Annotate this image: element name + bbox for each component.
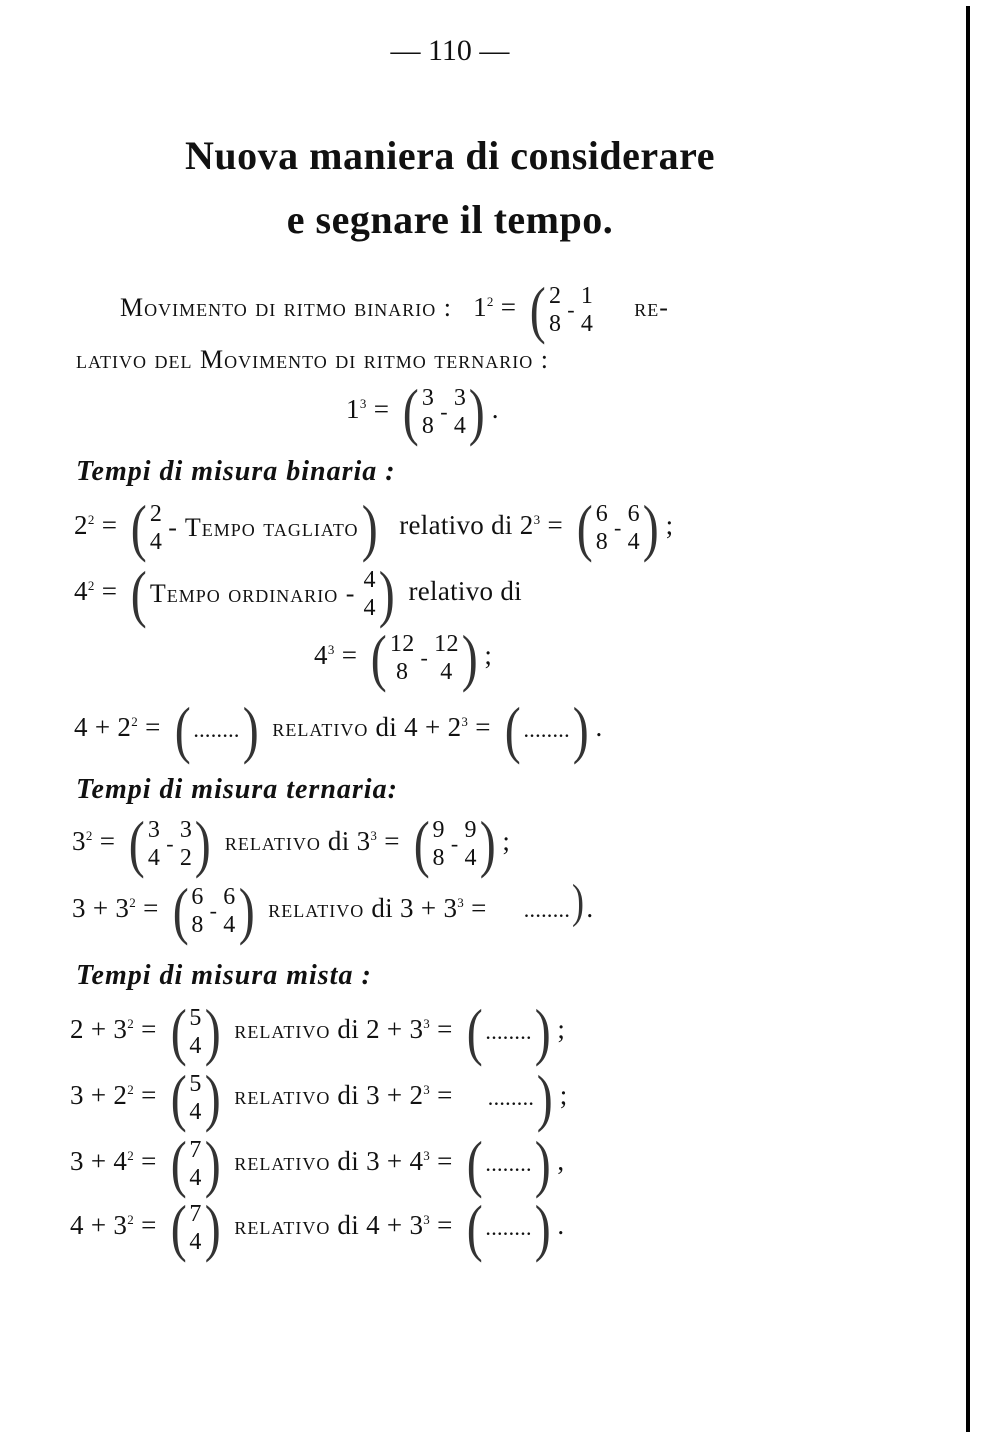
mista-row-3: $3 + 4^2$ = ( 7 4 ) relativo di $3 + 4^3$ = ( ........ ) , xyxy=(70,1128,565,1199)
intro-line1 xyxy=(120,274,669,345)
binaria-row2: $4^2$ = ( Tempo ordinario - 4 4 ) relativo di xyxy=(74,558,522,629)
binaria-row3: $4^3$ = ( 12 8 - 12 4 ) ; xyxy=(314,622,493,693)
page-number: — 110 — xyxy=(390,34,510,67)
intro-line3: $1^3$ = ( 3 8 - 3 4 ) . xyxy=(346,376,499,447)
binaria-row1-fraction: ( 2 4 - Tempo tagliato ) xyxy=(130,492,378,563)
page-edge-rule xyxy=(966,6,970,1432)
equals: = xyxy=(500,292,517,323)
intro-lhs-ternario: $1^3$ xyxy=(346,394,367,425)
intro-text-ternario: lativo del Movimento di ritmo ternario : xyxy=(76,345,549,374)
ternaria-row1: $3^2$ = ( 3 4 - 3 2 ) relativo di $3^3$ = ( 9 8 - 9 4 ) ; xyxy=(72,808,511,879)
intro-re: re- xyxy=(634,293,669,323)
intro-fraction-ternario: ( 3 8 - 3 4 ) xyxy=(402,376,486,447)
binaria-row4: $4 + 2^2$ = ( ........ ) relativo di $4 + 2^3$ = ( ........ ) . xyxy=(74,694,603,765)
intro-fraction-binario: ( 2 8 - 1 4 xyxy=(530,274,594,345)
intro-line2 xyxy=(76,344,549,375)
page-title-line2: e segnare il tempo. xyxy=(286,197,614,242)
binaria-row1: $2^2$ = ( 2 4 - Tempo tagliato ) relativo di $2^3$ = ( 6 8 - 6 4 ) ; xyxy=(74,492,674,563)
mista-row-4: $4 + 3^2$ = ( 7 4 ) relativo di $4 + 3^3$ = ( ........ ) . xyxy=(70,1192,565,1263)
ternaria-row2: $3 + 3^2$ = ( 6 8 - 6 4 ) relativo di $3 + 3^3$ = ........). xyxy=(72,874,594,946)
binaria-row3-fraction: ( 12 8 - 12 4 ) xyxy=(370,622,478,693)
binaria-row2-fraction: ( Tempo ordinario - 4 4 ) xyxy=(130,558,395,629)
heading-binaria: Tempi di misura binaria : xyxy=(76,456,396,487)
binaria-row1-fraction-rel: ( 6 8 - 6 4 ) xyxy=(576,492,659,563)
mista-row-2: $3 + 2^2$ = ( 5 4 ) relativo di $3 + 2^3$ = ........ ) ; xyxy=(70,1062,568,1133)
mista-row-1: $2 + 3^2$ = ( 5 4 ) relativo di $2 + 3^3$ = ( ........ ) ; xyxy=(70,996,566,1067)
intro-text-binario: Movimento di ritmo binario : xyxy=(120,293,452,323)
page-title-line1: Nuova maniera di considerare xyxy=(185,133,715,178)
heading-mista: Tempi di misura mista : xyxy=(76,960,372,991)
heading-ternaria: Tempi di misura ternaria: xyxy=(76,774,398,805)
intro-lhs: $1^2$ xyxy=(473,292,494,323)
